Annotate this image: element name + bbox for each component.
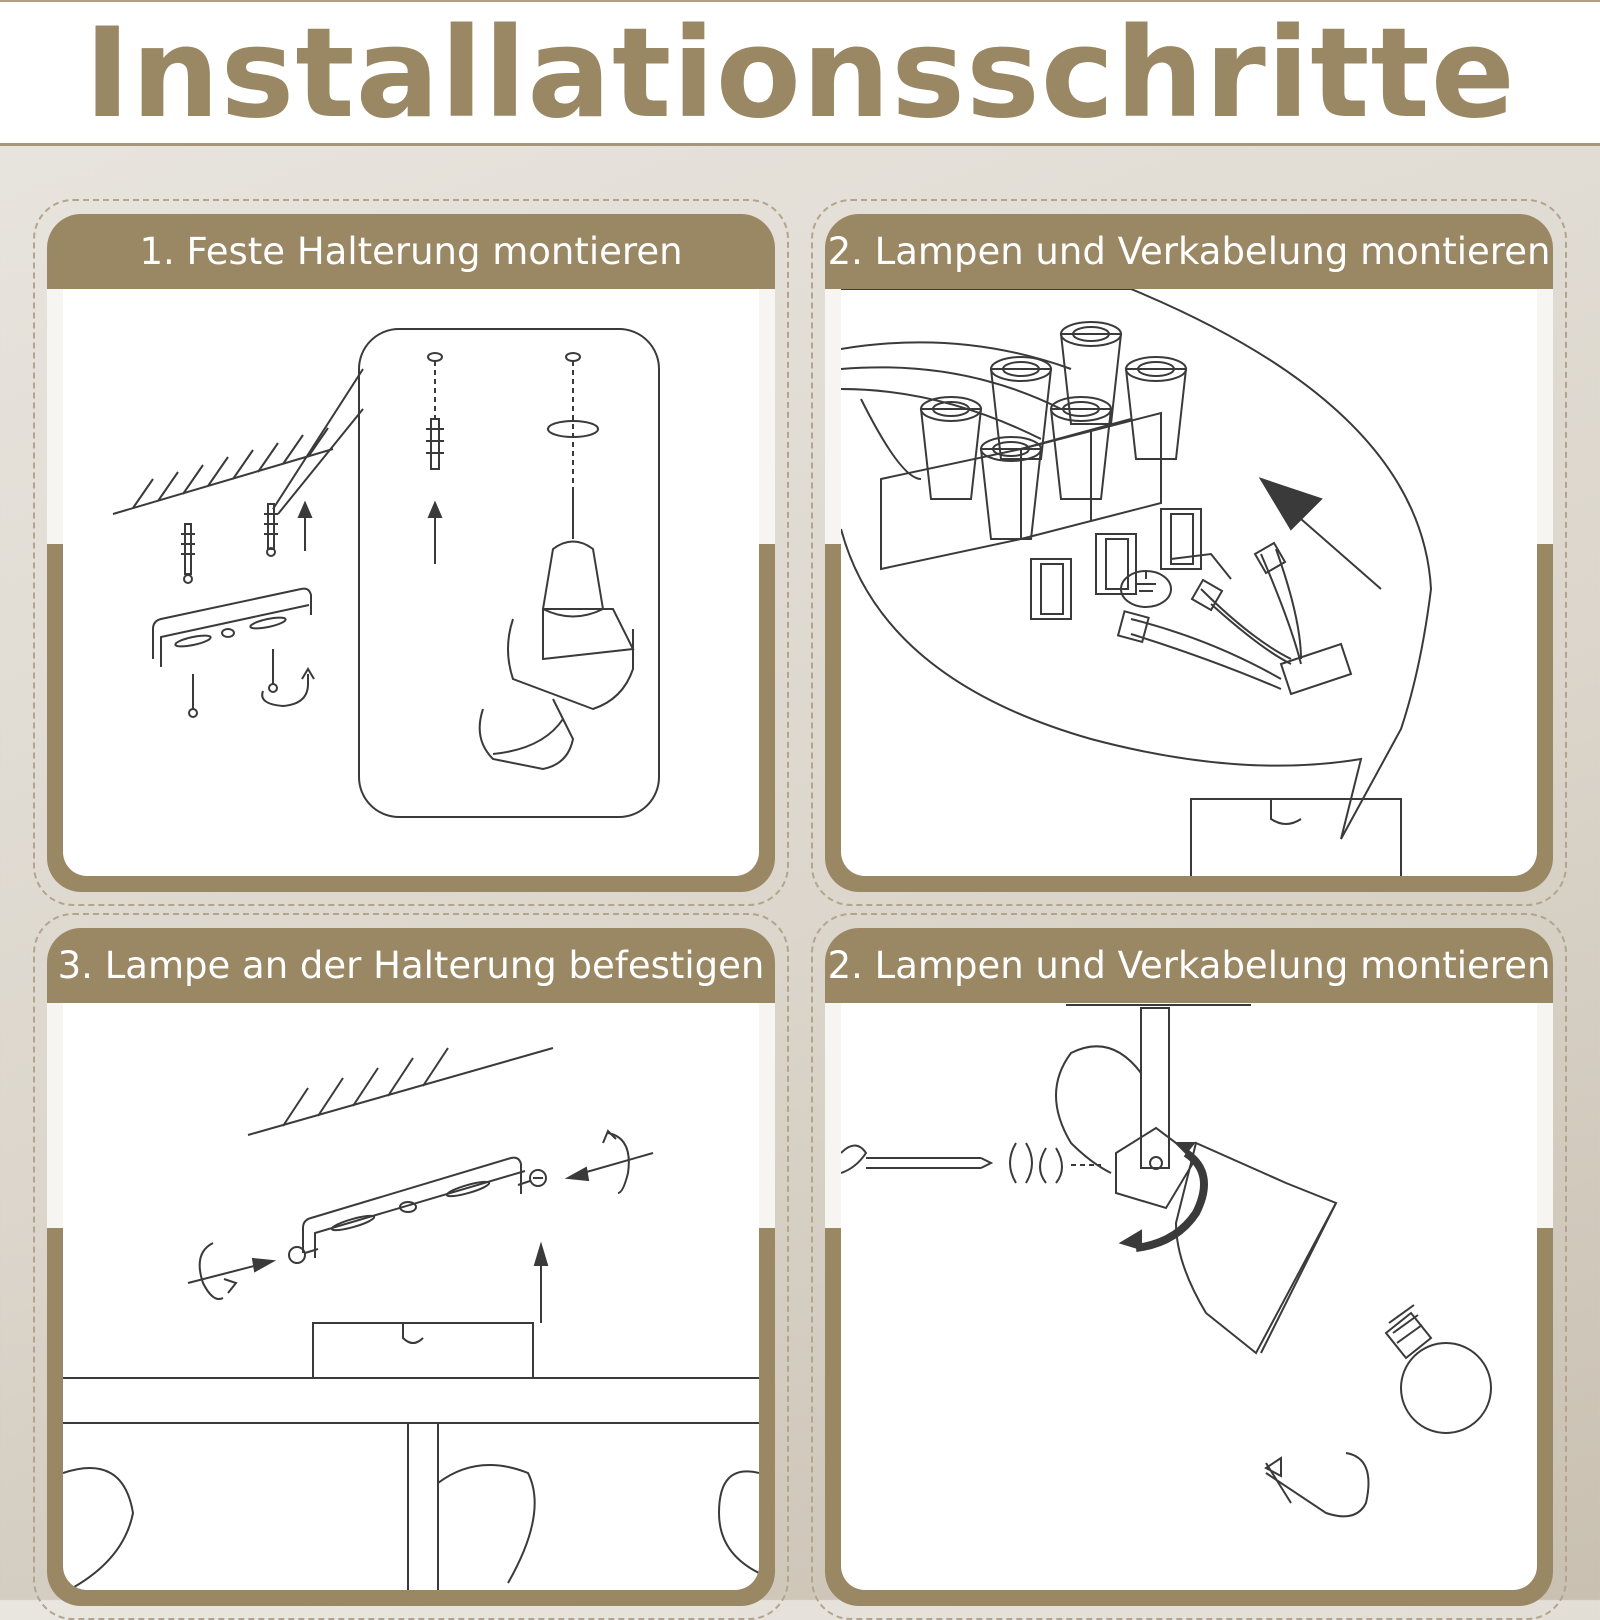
lamp-shade-bulb-illustration — [841, 1003, 1537, 1590]
ceiling-box — [1191, 799, 1401, 876]
zoom-detail-box — [359, 329, 659, 817]
drill-hole-marker — [428, 353, 442, 419]
step-illustration-1 — [63, 289, 759, 876]
terminal-cone-icon — [1126, 357, 1186, 459]
step-title-1: 1. Feste Halterung montieren — [47, 214, 775, 289]
rotate-arrow-icon — [1266, 1453, 1369, 1516]
cable-wires — [1118, 543, 1351, 694]
retaining-ring-icon — [1040, 1148, 1062, 1183]
step-title-4: 2. Lampen und Verkabelung montieren — [825, 928, 1553, 1003]
mounting-bracket-icon — [153, 589, 311, 667]
terminal-cone-icon — [1051, 397, 1111, 499]
bracket-mounting-illustration — [63, 289, 759, 876]
step-title-2: 2. Lampen und Verkabelung montieren — [825, 214, 1553, 289]
arrow-up-icon — [299, 503, 311, 551]
panel-frame — [47, 214, 775, 892]
arrow-up-left-icon — [1261, 479, 1381, 589]
terminal-block-icon — [881, 413, 1201, 619]
panel-frame — [825, 214, 1553, 892]
screw-icon — [189, 674, 197, 717]
light-bulb-icon — [1386, 1305, 1491, 1433]
step-title-3: 3. Lampe an der Halterung befestigen — [47, 928, 775, 1003]
wiring-terminal-illustration — [841, 289, 1537, 876]
step-panel-2 — [825, 214, 1553, 892]
arrow-up-icon — [429, 503, 441, 564]
step-panel-3 — [47, 928, 775, 1606]
lamp-rail — [63, 1378, 759, 1590]
terminal-cone-icon — [981, 437, 1041, 539]
ceiling-line — [248, 1048, 553, 1135]
step-panel-1 — [47, 214, 775, 892]
mounting-bracket-icon — [303, 1158, 525, 1258]
screw-icon — [289, 1247, 318, 1263]
lamp-attach-illustration — [63, 1003, 759, 1590]
arrow-up-icon — [535, 1245, 547, 1323]
step-panel-4 — [825, 928, 1553, 1606]
wall-anchor-icon — [181, 524, 195, 583]
page-title: Installationsschritte — [84, 2, 1516, 146]
rotate-arrow-icon — [1121, 1143, 1204, 1249]
retaining-ring-icon — [1010, 1143, 1032, 1183]
screw-knob-icon — [841, 1146, 991, 1174]
lamp-joint-icon — [1116, 1128, 1196, 1208]
step-illustration-2 — [841, 289, 1537, 876]
screw-icon — [269, 649, 277, 692]
panel-frame — [825, 928, 1553, 1606]
terminal-cone-icon — [921, 397, 981, 499]
ceiling-hatching — [283, 1048, 448, 1126]
wall-anchor-icon — [264, 504, 278, 556]
lamp-arm-icon — [1056, 1008, 1169, 1173]
ceiling-line — [113, 449, 333, 514]
rotate-arrow-icon — [200, 1243, 236, 1299]
arrow-left-icon — [568, 1153, 653, 1180]
wall-anchor-icon — [426, 419, 444, 469]
leader-line — [273, 369, 363, 509]
ceiling-box — [313, 1323, 533, 1378]
power-drill-icon — [480, 489, 633, 769]
header — [0, 0, 1600, 146]
step-illustration-3 — [63, 1003, 759, 1590]
step-illustration-4 — [841, 1003, 1537, 1590]
panel-frame — [47, 928, 775, 1606]
